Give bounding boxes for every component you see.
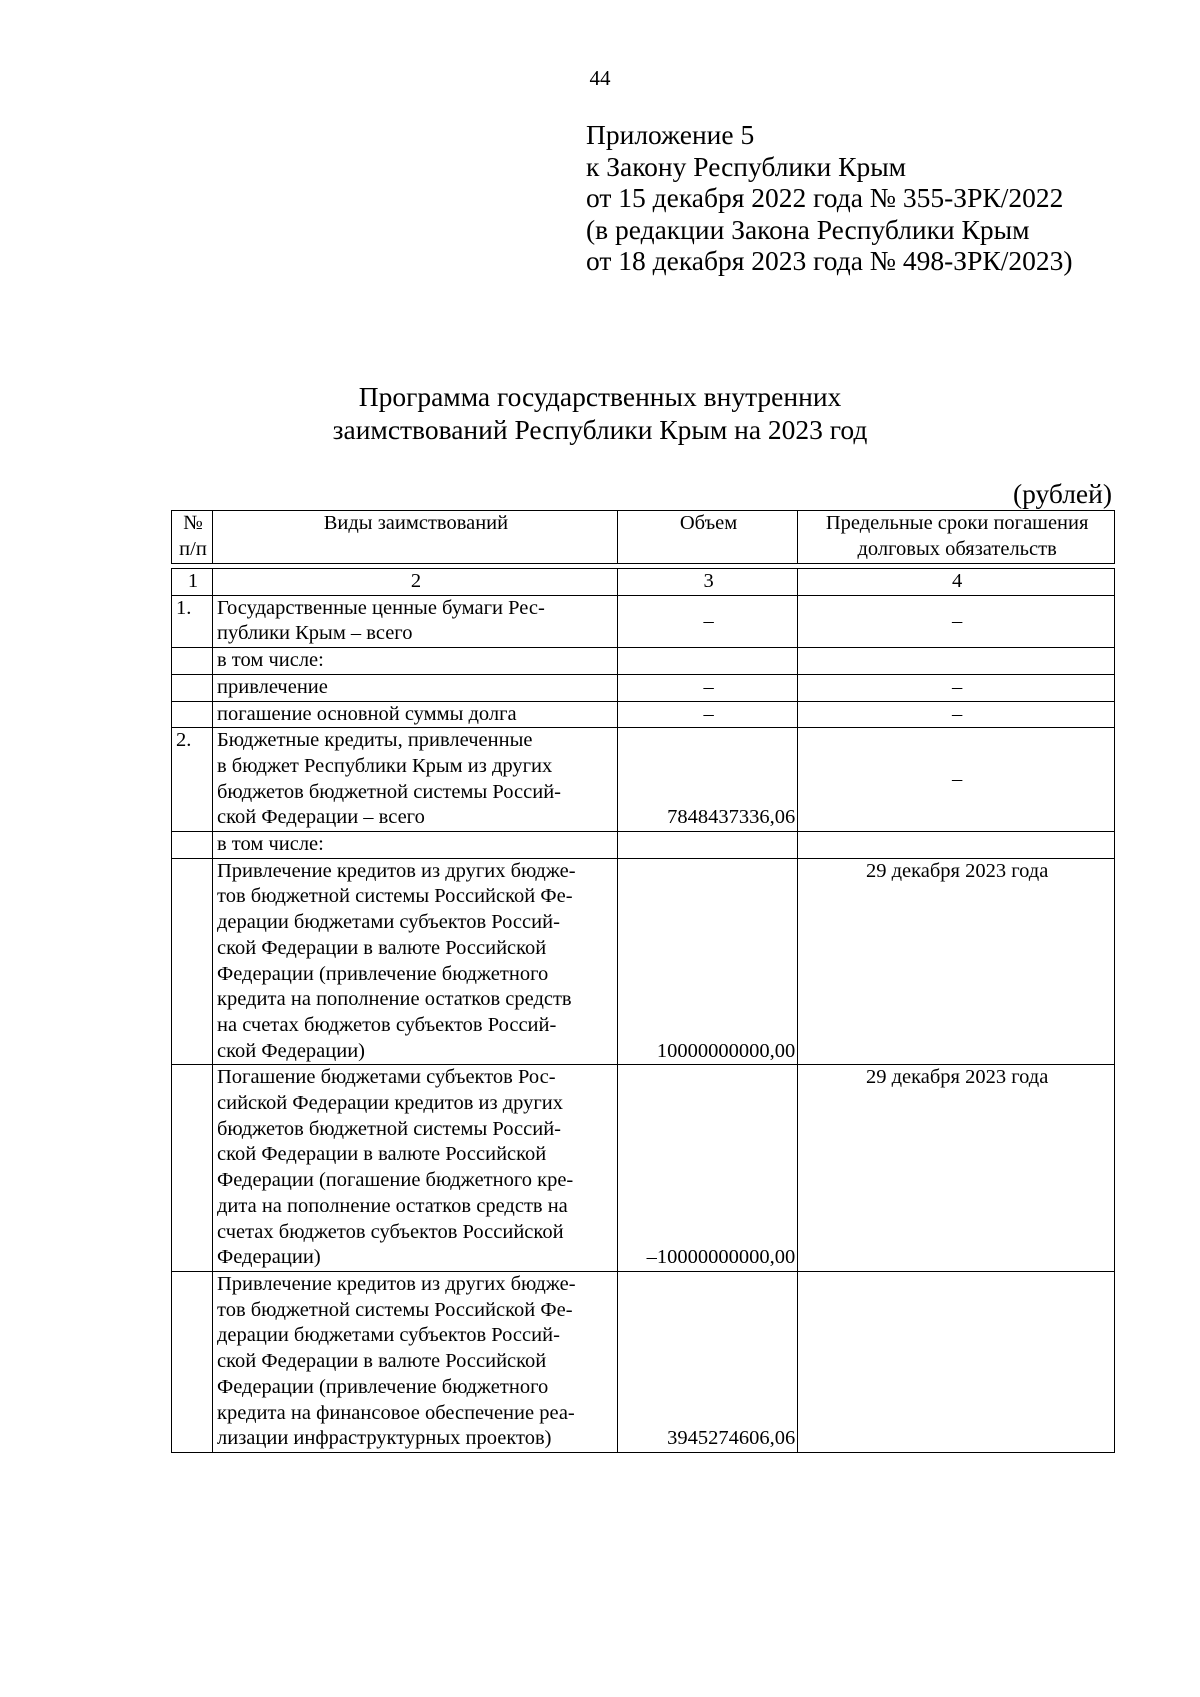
row-kind: Привлечение кредитов из других бюдже- тов бюджетной системы Российской Фе- дерации бюджетами субъектов Россий- ской Федерации в валюте Российской Федерации (привлечение бюджетного кредита на пополнение остатков средств на счетах бюджетов субъектов Россий- ской Федерации) (213, 858, 618, 1065)
row-kind: Привлечение кредитов из других бюдже- тов бюджетной системы Российской Фе- дерации бюджетами субъектов Россий- ской Федерации в валюте Российской Федерации (привлечение бюджетного кредита на финансовое обеспечение реа- лизации инфраструктурных проектов) (213, 1271, 618, 1452)
row-kind: в том числе: (213, 648, 618, 675)
row-kind: привлечение (213, 674, 618, 701)
units-label: (рублей) (1012, 478, 1112, 509)
row-num (172, 648, 213, 675)
title-line: заимствований Республики Крым на 2023 год (332, 414, 868, 445)
row-term: 29 декабря 2023 года (798, 1065, 1115, 1272)
row-num (172, 858, 213, 1065)
title-line: Программа государственных внутренних (358, 381, 842, 412)
column-index: 2 (213, 569, 618, 596)
table-row (172, 648, 1115, 675)
row-num: 2. (172, 728, 213, 832)
appendix-line: Приложение 5 (586, 119, 755, 150)
row-volume: – (617, 595, 797, 647)
row-num (172, 832, 213, 859)
row-term: – (798, 595, 1115, 647)
row-term (798, 1271, 1115, 1452)
row-kind: Погашение бюджетами субъектов Рос- сийской Федерации кредитов из других бюджетов бюджетной системы Россий- ской Федерации в валюте Российской Федерации (погашение бюджетного кре- дита на пополнение остатков средств на счетах бюджетов субъектов Российской Федерации) (213, 1065, 618, 1272)
row-num (172, 701, 213, 728)
page-number: 44 (589, 66, 611, 90)
row-num (172, 674, 213, 701)
row-volume: – (617, 674, 797, 701)
table-row (172, 674, 1115, 701)
column-index: 3 (617, 569, 797, 596)
table-row (172, 1271, 1115, 1452)
appendix-heading (586, 119, 1073, 277)
row-volume (617, 648, 797, 675)
table-row (172, 858, 1115, 1065)
header-term: Предельные сроки погашения долговых обязательств (798, 511, 1115, 564)
appendix-line: к Закону Республики Крым (586, 150, 907, 182)
column-index: 1 (172, 569, 213, 596)
row-kind: Бюджетные кредиты, привлеченные в бюджет Республики Крым из других бюджетов бюджетной системы Россий- ской Федерации – всего (213, 728, 618, 832)
appendix-line: (в редакции Закона Республики Крым (586, 213, 1030, 245)
appendix-line: от 18 декабря 2023 года № 498-ЗРК/2023) (586, 245, 1073, 276)
row-term (798, 832, 1115, 859)
row-kind: погашение основной суммы долга (213, 701, 618, 728)
table-row (172, 701, 1115, 728)
row-volume (617, 832, 797, 859)
row-num (172, 1065, 213, 1272)
table-row (172, 728, 1115, 832)
header-num: № п/п (172, 511, 213, 564)
row-term: – (798, 728, 1115, 832)
row-num (172, 1271, 213, 1452)
column-index-row (172, 569, 1115, 596)
row-num: 1. (172, 595, 213, 647)
header-kind: Виды заимствований (213, 511, 618, 564)
row-volume: 7848437336,06 (617, 728, 797, 832)
document-title (0, 380, 1200, 446)
header-volume: Объем (617, 511, 797, 564)
row-term: – (798, 674, 1115, 701)
row-term (798, 648, 1115, 675)
row-kind: в том числе: (213, 832, 618, 859)
row-term: 29 декабря 2023 года (798, 858, 1115, 1065)
table-row (172, 1065, 1115, 1272)
table-row (172, 832, 1115, 859)
row-term: – (798, 701, 1115, 728)
appendix-line: от 15 декабря 2022 года № 355-ЗРК/2022 (586, 182, 1064, 213)
row-volume: 3945274606,06 (617, 1271, 797, 1452)
header-row (172, 511, 1115, 564)
row-volume: –10000000000,00 (617, 1065, 797, 1272)
row-volume: – (617, 701, 797, 728)
column-index: 4 (798, 569, 1115, 596)
row-kind: Государственные ценные бумаги Рес- публики Крым – всего (213, 595, 618, 647)
row-volume: 10000000000,00 (617, 858, 797, 1065)
table-row (172, 595, 1115, 647)
borrowings-table (171, 510, 1115, 1453)
